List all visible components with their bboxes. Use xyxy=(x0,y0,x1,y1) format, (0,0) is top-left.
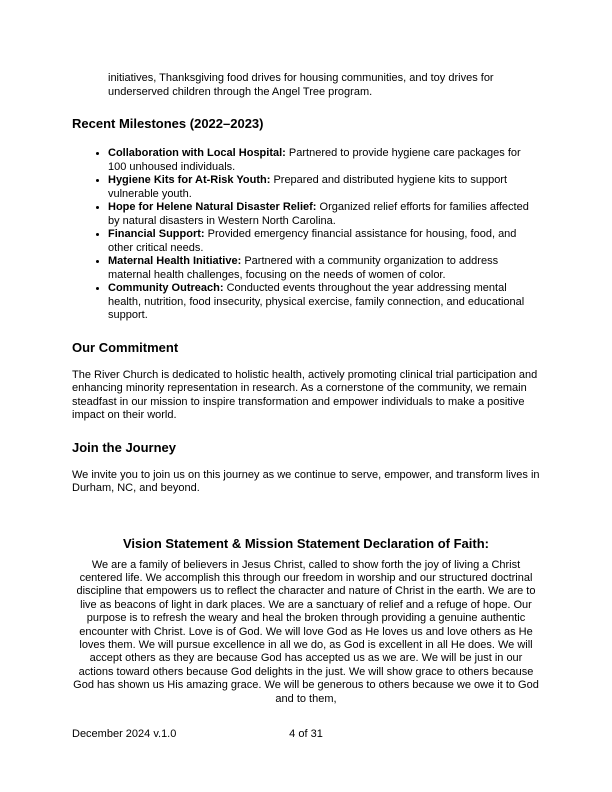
milestone-label: Collaboration with Local Hospital: xyxy=(108,147,286,159)
footer-version: December 2024 v.1.0 xyxy=(72,728,177,740)
milestone-item xyxy=(108,228,540,255)
journey-heading: Join the Journey xyxy=(72,439,177,455)
milestone-text: Conducted events throughout the year addressing mental health, nutrition, food insecurity, physical exercise, family connection, and educational support. xyxy=(108,282,525,321)
vision-paragraph: We are a family of believers in Jesus Christ, called to show forth the joy of living a Christ centered life. We accomplish this through our freedom in worship and our structured doctrinal discipline that empowers us to reflect the character and nature of Christ in the earth. We are to live as beacons of light in dark places. We are a sanctuary of relief and a refuge of hope. Our purpose is to refresh the weary and heal the broken through providing a genuine authentic encounter with Christ. Love is of God. We will love God as He loves us and love others as He loves them. We will pursue excellence in all we do, as God is excellent in all He does. We will accept others as they are because God has accepted us as we are. We will be just in our actions toward others because God delights in the just. We will show grace to others because God has shown us His amazing grace. We will be generous to others because we owe it to God and to them, xyxy=(73,558,539,705)
milestone-text: Organized relief efforts for families affected by natural disasters in Western North Carolina. xyxy=(108,201,529,227)
milestone-list xyxy=(72,147,540,323)
footer-page-indicator: 4 of 31 xyxy=(289,728,323,740)
milestones-heading: Recent Milestones (2022–2023) xyxy=(72,116,264,131)
milestone-text: Provided emergency financial assistance for housing, food, and other critical needs. xyxy=(108,228,517,254)
milestone-item xyxy=(108,282,540,323)
milestone-label: Community Outreach: xyxy=(108,282,224,294)
intro-paragraph: initiatives, Thanksgiving food drives for housing communities, and toy drives for underserved children through the Angel Tree program. xyxy=(108,72,494,98)
journey-paragraph: We invite you to join us on this journey as we continue to serve, empower, and transform lives in Durham, NC, and beyond. xyxy=(72,468,540,494)
milestone-text: Prepared and distributed hygiene kits to support vulnerable youth. xyxy=(108,174,508,200)
milestone-label: Financial Support: xyxy=(108,228,205,240)
milestone-text: Partnered to provide hygiene care packages for 100 unhoused individuals. xyxy=(108,147,521,173)
milestone-label: Hygiene Kits for At-Risk Youth: xyxy=(108,174,271,186)
milestone-label: Hope for Helene Natural Disaster Relief: xyxy=(108,201,317,213)
commitment-heading: Our Commitment xyxy=(72,339,179,355)
page-footer xyxy=(72,728,540,742)
vision-heading: Vision Statement & Mission Statement Declaration of Faith: xyxy=(123,535,489,551)
milestone-item xyxy=(108,255,540,282)
milestone-label: Maternal Health Initiative: xyxy=(108,255,242,267)
milestone-item xyxy=(108,201,540,228)
milestone-item xyxy=(108,147,540,174)
milestone-text: Partnered with a community organization to address maternal health challenges, focusing on the needs of women of color. xyxy=(108,255,499,281)
commitment-paragraph: The River Church is dedicated to holistic health, actively promoting clinical trial participation and enhancing minority representation in research. As a cornerstone of the community, we remain steadfast in our mission to inspire transformation and empower individuals to make a positive impact on their world. xyxy=(72,368,538,421)
milestone-item xyxy=(108,174,540,201)
